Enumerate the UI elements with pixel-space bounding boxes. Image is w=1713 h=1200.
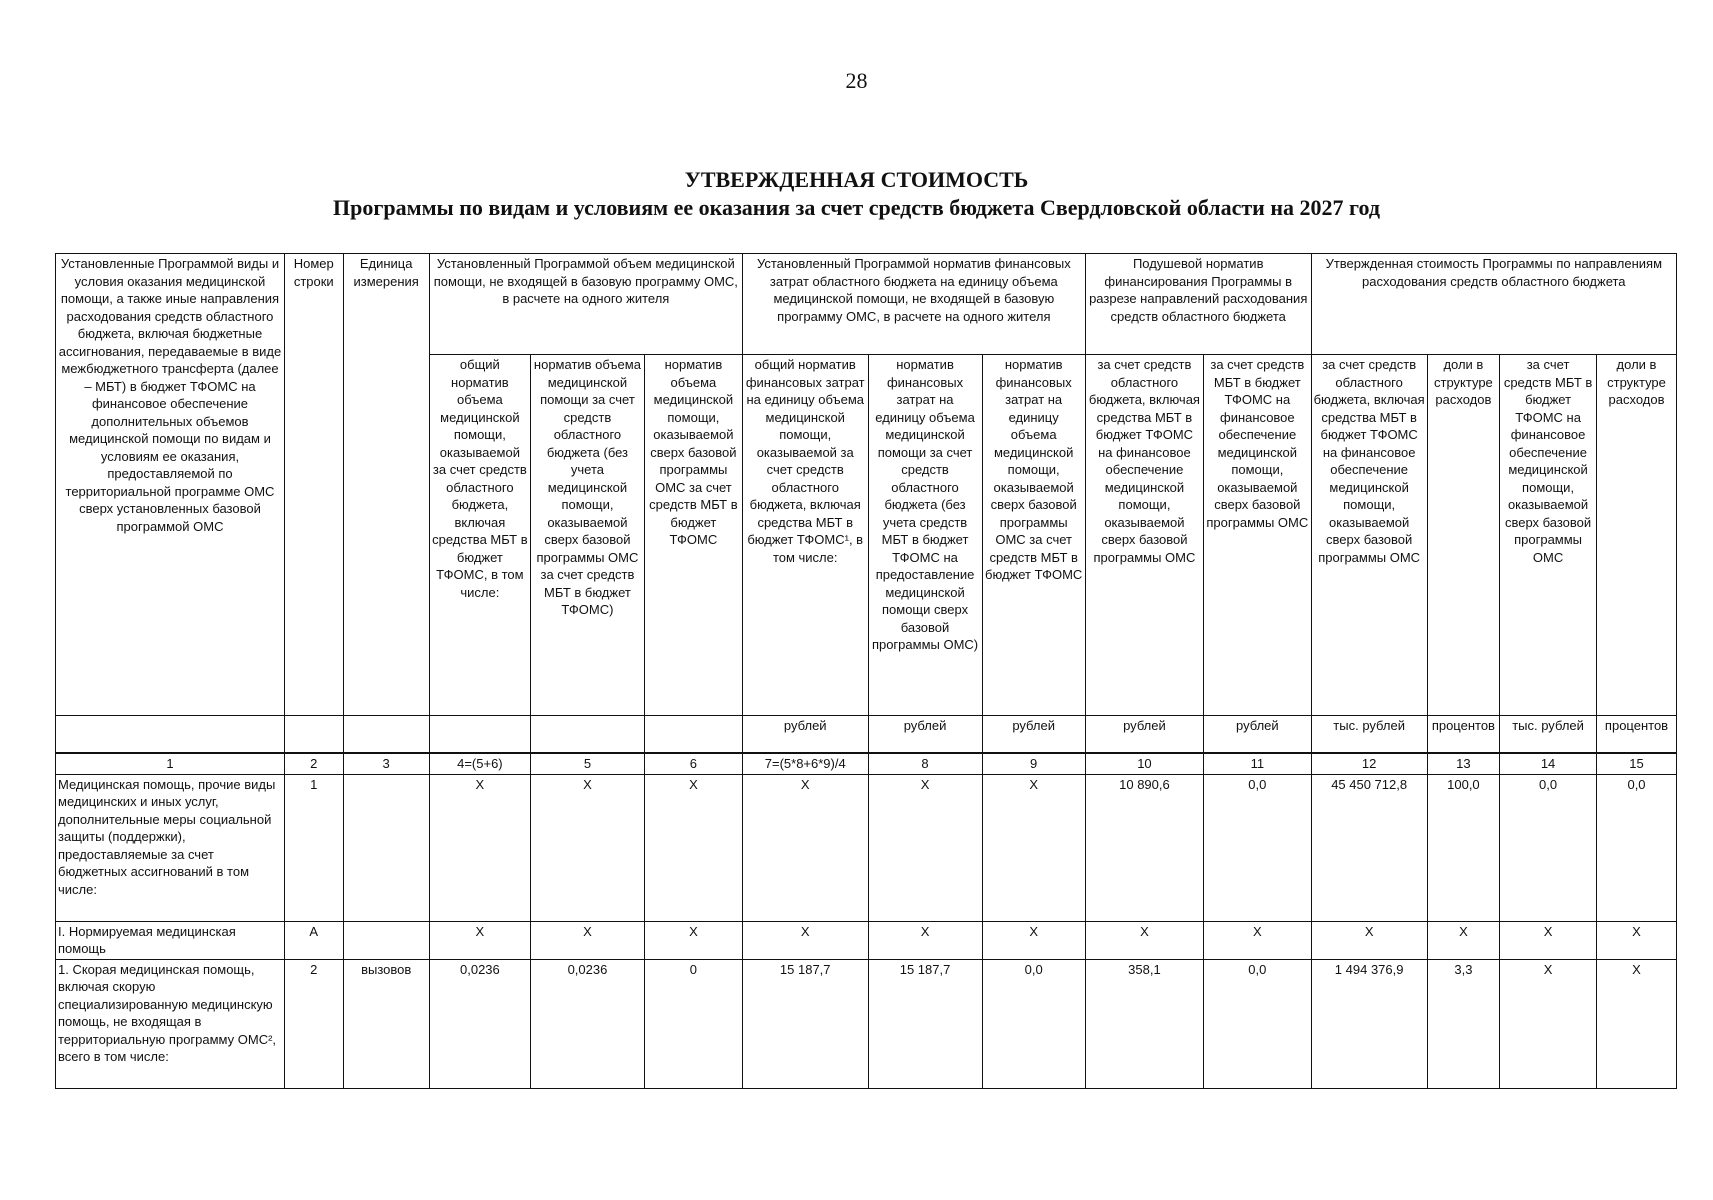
table-cell: Х [1085,921,1203,959]
table-cell: 0,0 [1204,774,1312,921]
table-cell [343,921,429,959]
header-col-1: Установленные Программой виды и условия оказания медицинской помощи, а также иные направления расходования средств областного бюджета, включая бюджетные ассигнования, передаваемые в виде межбюджетного трансферта (далее – МБТ) в бюджет ТФОМС на финансовое обеспечение дополнительных объемов медицинской помощи по видам и условиям ее оказания, предоставляемой по территориальной программе ОМС сверх установленных базовой программой ОМС [56,254,285,716]
header-col-10: за счет средств областного бюджета, включая средства МБТ в бюджет ТФОМС на финансовое обеспечение медицинской помощи, оказываемой сверх базовой программы ОМС [1085,355,1203,716]
table-cell: Х [530,921,644,959]
col-number: 6 [644,753,742,774]
col-number: 7=(5*8+6*9)/4 [742,753,868,774]
unit-cell-15: процентов [1597,716,1677,754]
table-cell: вызовов [343,959,429,1088]
header-col-8: норматив финансовых затрат на единицу объема медицинской помощи за счет средств областного бюджета (без учета средств МБТ в бюджет ТФОМС на предоставление медицинской помощи сверх базовой программы ОМС) [868,355,982,716]
col-number: 15 [1597,753,1677,774]
header-col-3: Единица измерения [343,254,429,716]
table-cell: 10 890,6 [1085,774,1203,921]
table-cell: 3,3 [1427,959,1499,1088]
header-col-7: общий норматив финансовых затрат на единицу объема медицинской помощи, оказываемой за счет средств областного бюджета, включая средства МБТ в бюджет ТФОМС¹, в том числе: [742,355,868,716]
col-number: 13 [1427,753,1499,774]
table-cell: Х [1427,921,1499,959]
col-number: 12 [1311,753,1427,774]
header-group-volume: Установленный Программой объем медицинской помощи, не входящей в базовую программу ОМС, в расчете на одного жителя [429,254,742,355]
title-line-2: Программы по видам и условиям ее оказания за счет средств бюджета Свердловской области на 2027 год [333,195,1380,220]
unit-cell-14: тыс. рублей [1500,716,1597,754]
unit-cell-13: процентов [1427,716,1499,754]
table-cell: 0,0 [1597,774,1677,921]
header-col-9: норматив финансовых затрат на единицу объема медицинской помощи, оказываемой сверх базовой программы ОМС за счет средств МБТ в бюджет ТФОМС [982,355,1085,716]
header-row-units [56,716,1677,754]
col-number: 14 [1500,753,1597,774]
table-row [56,774,1677,921]
row-name: I. Нормируемая медицинская помощь [56,921,285,959]
table-cell: Х [1597,921,1677,959]
table-cell: Х [530,774,644,921]
table-cell: Х [1500,959,1597,1088]
unit-cell-7: рублей [742,716,868,754]
unit-cell-3 [343,716,429,754]
unit-cell-8: рублей [868,716,982,754]
col-number: 2 [284,753,343,774]
col-number: 5 [530,753,644,774]
header-col-12: за счет средств областного бюджета, включая средства МБТ в бюджет ТФОМС на финансовое обеспечение медицинской помощи, оказываемой сверх базовой программы ОМС [1311,355,1427,716]
header-group-percap: Подушевой норматив финансирования Программы в разрезе направлений расходования средств областного бюджета [1085,254,1311,355]
header-col-6: норматив объема медицинской помощи, оказываемой сверх базовой программы ОМС за счет средств МБТ в бюджет ТФОМС [644,355,742,716]
unit-cell-5 [530,716,644,754]
unit-cell-6 [644,716,742,754]
cost-table [55,253,1677,1089]
table-cell [343,774,429,921]
table-cell: 0,0 [1500,774,1597,921]
header-col-15: доли в структуре расходов [1597,355,1677,716]
unit-cell-4 [429,716,530,754]
unit-cell-11: рублей [1204,716,1312,754]
unit-cell-2 [284,716,343,754]
document-title [0,166,1713,222]
table-row [56,959,1677,1088]
table-cell: Х [868,774,982,921]
header-col-11: за счет средств МБТ в бюджет ТФОМС на финансовое обеспечение медицинской помощи, оказываемой сверх базовой программы ОМС [1204,355,1312,716]
table-cell: 0,0 [1204,959,1312,1088]
table-cell: Х [1204,921,1312,959]
unit-cell-12: тыс. рублей [1311,716,1427,754]
table-cell: Х [429,774,530,921]
header-group-cost: Утвержденная стоимость Программы по направлениям расходования средств областного бюджета [1311,254,1676,355]
table-cell: 1 494 376,9 [1311,959,1427,1088]
table-cell: Х [1311,921,1427,959]
table-cell: 100,0 [1427,774,1499,921]
table-cell: 15 187,7 [868,959,982,1088]
table-cell: Х [1500,921,1597,959]
unit-cell-9: рублей [982,716,1085,754]
header-col-13: доли в структуре расходов [1427,355,1499,716]
table-row [56,921,1677,959]
table-cell: 0,0236 [530,959,644,1088]
table-cell: Х [644,774,742,921]
table-cell: 358,1 [1085,959,1203,1088]
table-cell: Х [982,921,1085,959]
table-cell: Х [742,921,868,959]
table-cell: Х [868,921,982,959]
header-col-14: за счет средств МБТ в бюджет ТФОМС на финансовое обеспечение медицинской помощи, оказываемой сверх базовой программы ОМС [1500,355,1597,716]
table-cell: 0 [644,959,742,1088]
unit-cell-10: рублей [1085,716,1203,754]
table-cell: 1 [284,774,343,921]
header-col-2: Номер строки [284,254,343,716]
col-number: 9 [982,753,1085,774]
table-cell: 0,0 [982,959,1085,1088]
col-number: 3 [343,753,429,774]
col-number: 1 [56,753,285,774]
title-line-1: УТВЕРЖДЕННАЯ СТОИМОСТЬ [684,167,1029,192]
col-number: 4=(5+6) [429,753,530,774]
header-col-5: норматив объема медицинской помощи за счет средств областного бюджета (без учета медицинской помощи, оказываемой сверх базовой программы ОМС за счет средств МБТ в бюджет ТФОМС) [530,355,644,716]
table-cell: Х [742,774,868,921]
page-number: 28 [845,68,868,93]
table-cell: Х [1597,959,1677,1088]
col-number: 11 [1204,753,1312,774]
table-cell: 2 [284,959,343,1088]
col-number: 8 [868,753,982,774]
table-cell: 0,0236 [429,959,530,1088]
header-row-groups [56,254,1677,355]
header-col-4: общий норматив объема медицинской помощи, оказываемой за счет средств областного бюджета, включая средства МБТ в бюджет ТФОМС, в том числе: [429,355,530,716]
column-number-row [56,753,1677,774]
table-cell: Х [429,921,530,959]
header-group-norm: Установленный Программой норматив финансовых затрат областного бюджета на единицу объема медицинской помощи, не входящей в базовую программу ОМС, в расчете на одного жителя [742,254,1085,355]
table-cell: Х [644,921,742,959]
col-number: 10 [1085,753,1203,774]
table-cell: А [284,921,343,959]
table-cell: 15 187,7 [742,959,868,1088]
table-cell: 45 450 712,8 [1311,774,1427,921]
table-cell: Х [982,774,1085,921]
row-name: 1. Скорая медицинская помощь, включая скорую специализированную медицинскую помощь, не входящая в территориальную программу ОМС², всего в том числе: [56,959,285,1088]
unit-cell-1 [56,716,285,754]
row-name: Медицинская помощь, прочие виды медицинских и иных услуг, дополнительные меры социальной защиты (поддержки), предоставляемые за счет бюджетных ассигнований в том числе: [56,774,285,921]
